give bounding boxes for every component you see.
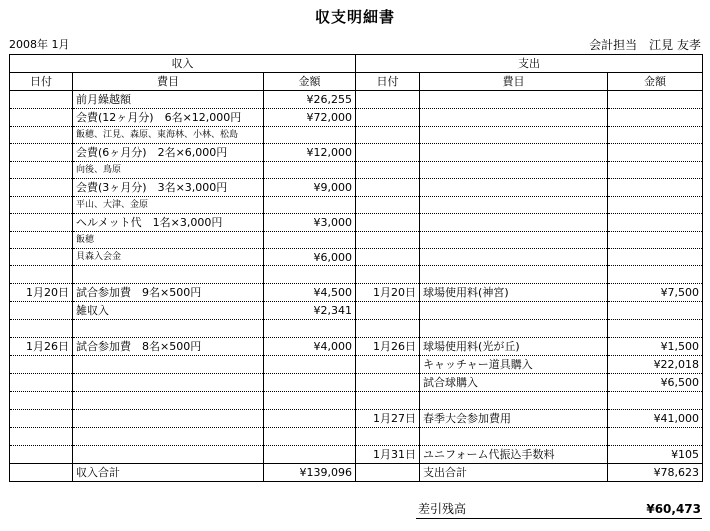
income-amount-cell <box>264 266 356 284</box>
expense-header: 支出 <box>356 55 703 73</box>
balance-amount: ¥60,473 <box>646 502 701 516</box>
income-date-cell <box>10 320 73 338</box>
expense-date-cell: 1月31日 <box>356 446 420 464</box>
income-amount-cell <box>264 428 356 446</box>
expense-date-cell <box>356 266 420 284</box>
income-date-cell <box>10 428 73 446</box>
expense-date-cell <box>356 392 420 410</box>
expense-item-cell <box>420 428 608 446</box>
document-title: 収支明細書 <box>314 8 395 26</box>
expense-date-cell <box>356 109 420 127</box>
income-amount-cell: ¥4,500 <box>264 284 356 302</box>
expense-item-cell: 球場使用料(神宮) <box>420 284 608 302</box>
table-row <box>10 428 703 446</box>
income-item-cell: 飯穂、江見、森原、東海林、小林、松島 <box>73 127 264 144</box>
expense-amount-cell <box>608 214 703 232</box>
income-item-cell: 飯穂 <box>73 232 264 249</box>
table-row <box>10 127 703 144</box>
expense-date-cell <box>356 428 420 446</box>
expense-item-cell: ユニフォーム代振込手数料 <box>420 446 608 464</box>
expense-item-cell <box>420 109 608 127</box>
expense-date-cell <box>356 232 420 249</box>
balance-label: 差引残高 <box>418 502 467 516</box>
table-row <box>10 144 703 162</box>
expense-amount-cell: ¥41,000 <box>608 410 703 428</box>
expense-date-cell <box>356 356 420 374</box>
totals-row <box>10 464 703 482</box>
income-date-cell <box>10 197 73 214</box>
income-date-cell <box>10 374 73 392</box>
expense-amount-cell: ¥22,018 <box>608 356 703 374</box>
income-amount-cell <box>264 374 356 392</box>
income-item-cell: 貝森入会金 <box>73 249 264 266</box>
expense-amount-cell <box>608 266 703 284</box>
expense-amount-cell <box>608 320 703 338</box>
income-date-cell <box>10 162 73 179</box>
expense-item-cell <box>420 179 608 197</box>
table-row <box>10 392 703 410</box>
table-row <box>10 162 703 179</box>
income-amount-cell: ¥12,000 <box>264 144 356 162</box>
table-row <box>10 214 703 232</box>
expense-total-date <box>356 464 420 482</box>
income-amount-cell: ¥4,000 <box>264 338 356 356</box>
income-date-cell <box>10 266 73 284</box>
income-amount-cell <box>264 356 356 374</box>
expense-amount-cell <box>608 302 703 320</box>
income-date-header: 日付 <box>10 73 73 91</box>
expense-item-cell <box>420 249 608 266</box>
income-item-cell: 会費(12ヶ月分) 6名×12,000円 <box>73 109 264 127</box>
expense-amount-cell: ¥6,500 <box>608 374 703 392</box>
expense-item-cell <box>420 320 608 338</box>
expense-date-cell <box>356 214 420 232</box>
income-item-cell <box>73 428 264 446</box>
income-amount-cell <box>264 446 356 464</box>
expense-amount-cell <box>608 232 703 249</box>
expense-item-cell <box>420 232 608 249</box>
expense-item-header: 費目 <box>420 73 608 91</box>
income-date-cell <box>10 302 73 320</box>
income-date-cell <box>10 144 73 162</box>
expense-date-cell <box>356 179 420 197</box>
expense-amount-cell: ¥1,500 <box>608 338 703 356</box>
expense-item-cell <box>420 91 608 109</box>
income-amount-cell: ¥26,255 <box>264 91 356 109</box>
income-date-cell <box>10 392 73 410</box>
expense-item-cell: キャッチャー道具購入 <box>420 356 608 374</box>
income-item-cell <box>73 266 264 284</box>
income-date-cell <box>10 109 73 127</box>
expense-amount-cell <box>608 392 703 410</box>
expense-item-cell: 球場使用料(光が丘) <box>420 338 608 356</box>
expense-item-cell <box>420 127 608 144</box>
section-header-row <box>10 55 703 73</box>
expense-amount-cell <box>608 162 703 179</box>
expense-date-cell <box>356 302 420 320</box>
income-date-cell <box>10 410 73 428</box>
income-amount-cell <box>264 197 356 214</box>
income-amount-header: 金額 <box>264 73 356 91</box>
expense-item-cell <box>420 302 608 320</box>
expense-item-cell <box>420 144 608 162</box>
table-row <box>10 320 703 338</box>
income-item-cell <box>73 392 264 410</box>
income-item-cell: 平山、大津、金原 <box>73 197 264 214</box>
expense-amount-cell: ¥7,500 <box>608 284 703 302</box>
expense-date-cell <box>356 144 420 162</box>
expense-amount-cell <box>608 249 703 266</box>
expense-item-cell: 試合球購入 <box>420 374 608 392</box>
table-row <box>10 266 703 284</box>
table-row <box>10 374 703 392</box>
expense-item-cell: 春季大会参加費用 <box>420 410 608 428</box>
expense-amount-cell <box>608 109 703 127</box>
expense-total-amount: ¥78,623 <box>608 464 703 482</box>
income-item-cell <box>73 356 264 374</box>
expense-date-cell <box>356 320 420 338</box>
income-amount-cell <box>264 162 356 179</box>
income-total-label: 収入合計 <box>73 464 264 482</box>
balance-underline <box>416 518 702 519</box>
income-amount-cell <box>264 392 356 410</box>
expense-date-cell <box>356 162 420 179</box>
table-row <box>10 249 703 266</box>
table-row <box>10 410 703 428</box>
expense-item-cell <box>420 162 608 179</box>
income-total-date <box>10 464 73 482</box>
income-item-cell: 会費(6ヶ月分) 2名×6,000円 <box>73 144 264 162</box>
income-amount-cell <box>264 127 356 144</box>
expense-amount-cell <box>608 127 703 144</box>
expense-amount-header: 金額 <box>608 73 703 91</box>
income-amount-cell: ¥6,000 <box>264 249 356 266</box>
income-amount-cell: ¥3,000 <box>264 214 356 232</box>
table-row <box>10 109 703 127</box>
expense-date-cell <box>356 91 420 109</box>
expense-item-cell <box>420 392 608 410</box>
table-row <box>10 197 703 214</box>
income-amount-cell <box>264 320 356 338</box>
expense-amount-cell <box>608 144 703 162</box>
expense-date-cell: 1月26日 <box>356 338 420 356</box>
income-date-cell <box>10 214 73 232</box>
income-date-cell: 1月26日 <box>10 338 73 356</box>
income-item-cell: 試合参加費 8名×500円 <box>73 338 264 356</box>
income-item-cell <box>73 374 264 392</box>
column-header-row <box>10 73 703 91</box>
income-item-cell <box>73 320 264 338</box>
income-item-cell: 前月繰越額 <box>73 91 264 109</box>
expense-amount-cell: ¥105 <box>608 446 703 464</box>
income-date-cell <box>10 249 73 266</box>
table-row <box>10 446 703 464</box>
expense-amount-cell <box>608 197 703 214</box>
income-item-header: 費目 <box>73 73 264 91</box>
income-item-cell: 向後、鳥原 <box>73 162 264 179</box>
expense-item-cell <box>420 214 608 232</box>
income-date-cell <box>10 179 73 197</box>
income-amount-cell: ¥9,000 <box>264 179 356 197</box>
expense-amount-cell <box>608 428 703 446</box>
income-item-cell: 試合参加費 9名×500円 <box>73 284 264 302</box>
income-item-cell: 雑収入 <box>73 302 264 320</box>
ledger-table <box>9 54 703 482</box>
income-amount-cell <box>264 232 356 249</box>
table-row <box>10 302 703 320</box>
expense-item-cell <box>420 266 608 284</box>
income-item-cell <box>73 446 264 464</box>
income-date-cell <box>10 232 73 249</box>
income-header: 収入 <box>10 55 356 73</box>
income-date-cell <box>10 91 73 109</box>
expense-item-cell <box>420 197 608 214</box>
expense-amount-cell <box>608 91 703 109</box>
expense-total-label: 支出合計 <box>420 464 608 482</box>
income-amount-cell: ¥72,000 <box>264 109 356 127</box>
income-amount-cell <box>264 410 356 428</box>
expense-date-cell <box>356 127 420 144</box>
expense-amount-cell <box>608 179 703 197</box>
table-row <box>10 232 703 249</box>
expense-date-cell <box>356 197 420 214</box>
income-date-cell: 1月20日 <box>10 284 73 302</box>
expense-date-cell <box>356 374 420 392</box>
table-row <box>10 179 703 197</box>
expense-date-cell: 1月20日 <box>356 284 420 302</box>
table-row <box>10 91 703 109</box>
income-total-amount: ¥139,096 <box>264 464 356 482</box>
document-date: 2008年 1月 <box>9 38 70 51</box>
expense-date-cell <box>356 249 420 266</box>
ledger-body <box>10 91 703 464</box>
income-date-cell <box>10 446 73 464</box>
table-row <box>10 338 703 356</box>
income-amount-cell: ¥2,341 <box>264 302 356 320</box>
income-date-cell <box>10 356 73 374</box>
income-item-cell: ヘルメット代 1名×3,000円 <box>73 214 264 232</box>
expense-date-cell: 1月27日 <box>356 410 420 428</box>
expense-date-header: 日付 <box>356 73 420 91</box>
income-item-cell <box>73 410 264 428</box>
table-row <box>10 356 703 374</box>
income-item-cell: 会費(3ヶ月分) 3名×3,000円 <box>73 179 264 197</box>
table-row <box>10 284 703 302</box>
accountant-name: 会計担当 江見 友孝 <box>589 38 701 52</box>
income-date-cell <box>10 127 73 144</box>
